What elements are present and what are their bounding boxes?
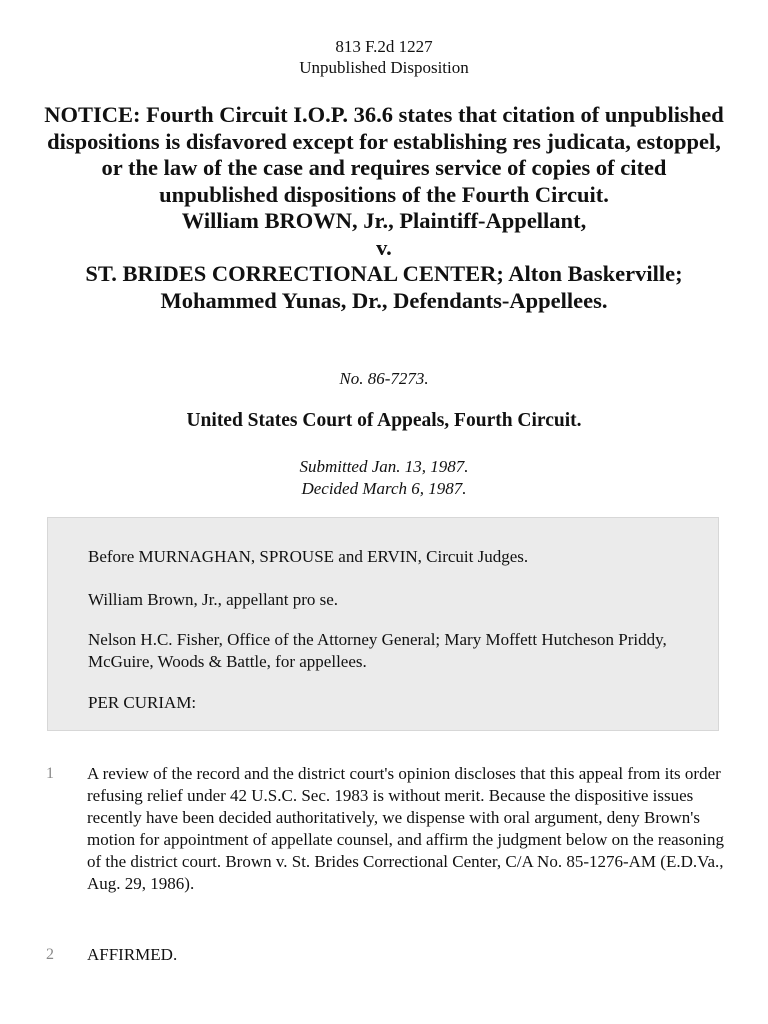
paragraph-text: A review of the record and the district court's opinion discloses that this appeal from its order refusing relief under 42 U.S.C. Sec. 1983 is without merit. Because the dispositive issues recently have been decided authoritatively, we dispense with oral argument, deny Brown's motion for appointment of appellate counsel, and affirm the judgment below on the reasoning of the district court. Brown v. St. Brides Correctional Center, C/A No. 85-1276-AM (E.D.Va., Aug. 29, 1986). xyxy=(87,764,725,893)
notice-text: NOTICE: Fourth Circuit I.O.P. 36.6 states that citation of unpublished dispositions is disfavored except for establishing res judicata, estoppel, or the law of the case and requires service of copies of cited unpublished dispositions of the Fourth Circuit. xyxy=(44,102,724,207)
plaintiff-name: William BROWN, Jr., Plaintiff-Appellant, xyxy=(181,208,587,233)
appellee-counsel: Nelson H.C. Fisher, Office of the Attorney General; Mary Moffett Hutcheson Priddy, McGuire, Woods & Battle, for appellees. xyxy=(88,630,667,671)
per-curiam-label: PER CURIAM: xyxy=(88,693,197,712)
decided-date: Decided March 6, 1987. xyxy=(301,479,467,498)
disposition-label: Unpublished Disposition xyxy=(299,58,469,77)
versus-label: v. xyxy=(376,234,392,260)
paragraph-number: 2 xyxy=(46,946,54,963)
reporter-citation: 813 F.2d 1227 xyxy=(335,37,433,56)
paragraph-text: AFFIRMED. xyxy=(87,945,178,964)
judges-line: Before MURNAGHAN, SPROUSE and ERVIN, Circuit Judges. xyxy=(88,547,529,566)
paragraph-number: 1 xyxy=(46,765,54,782)
case-title xyxy=(40,102,728,314)
decision-dates xyxy=(0,456,768,500)
submitted-date: Submitted Jan. 13, 1987. xyxy=(299,457,469,476)
docket-number: No. 86-7273. xyxy=(339,369,429,388)
court-name: United States Court of Appeals, Fourth Circuit. xyxy=(186,410,582,431)
defendants-names: ST. BRIDES CORRECTIONAL CENTER; Alton Baskerville; Mohammed Yunas, Dr., Defendants-Appellees. xyxy=(85,261,683,313)
appellant-counsel: William Brown, Jr., appellant pro se. xyxy=(88,590,339,609)
citation-header xyxy=(0,36,768,78)
counsel-panel xyxy=(47,517,719,731)
